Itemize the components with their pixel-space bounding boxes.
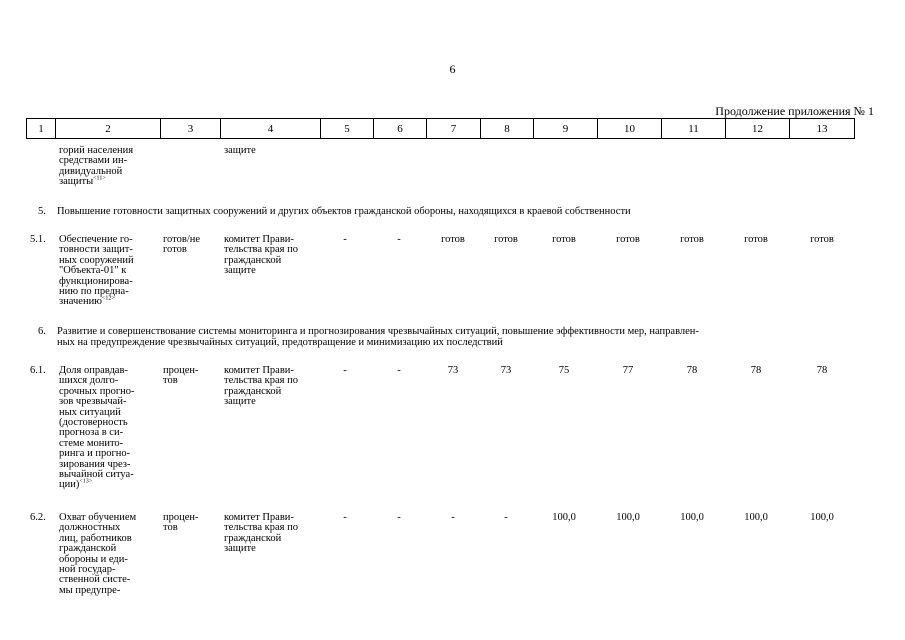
- indicator-name-text: Доля оправдав- шихся долго- срочных прогно- зов чрезвычай- ных ситуаций (достоверность прогноза в си- стеме монито- ринга и прогно- зирования чрез- вычайной ситуа- ции): [59, 365, 135, 491]
- row-number: 6.1.: [30, 365, 46, 376]
- value-cell: готов: [616, 234, 640, 245]
- value-cell: -: [343, 512, 347, 523]
- page-number: 6: [449, 62, 456, 76]
- value-cell: 100,0: [552, 512, 576, 523]
- row-number: 6.2.: [30, 512, 46, 523]
- row-number: 5.1.: [30, 234, 46, 245]
- value-cell: -: [451, 512, 455, 523]
- header-cell: 5: [321, 119, 374, 139]
- carryover-name: [59, 146, 133, 188]
- unit-cell: процен- тов: [163, 512, 199, 534]
- value-cell: -: [343, 365, 347, 376]
- header-cell: 4: [221, 119, 321, 139]
- footnote-ref: <12>: [102, 295, 115, 302]
- unit-cell: процен- тов: [163, 365, 199, 387]
- header-cell: 8: [481, 119, 534, 139]
- indicator-name-text: Охват обучением должностных лиц, работников гражданской обороны и еди- ной государ- ственной систе- мы предупре-: [59, 512, 137, 596]
- value-cell: -: [397, 512, 401, 523]
- carryover-executor: защите: [224, 145, 256, 156]
- header-cell: 3: [161, 119, 221, 139]
- header-cell: 6: [374, 119, 427, 139]
- continuation-label: Продолжение приложения № 1: [715, 104, 874, 118]
- value-cell: 73: [447, 365, 459, 376]
- executor-cell: комитет Прави- тельства края по гражданской защите: [224, 512, 298, 555]
- carryover-name-text: горий населения средствами ин- дивидуальной защиты: [59, 145, 134, 188]
- value-cell: готов: [552, 234, 576, 245]
- header-cell: 13: [790, 119, 855, 139]
- indicator-name: [59, 235, 134, 308]
- value-cell: -: [397, 365, 401, 376]
- header-cell: 9: [534, 119, 598, 139]
- value-cell: 100,0: [744, 512, 768, 523]
- header-cell: 11: [662, 119, 726, 139]
- footnote-ref: <13>: [79, 478, 93, 485]
- footnote-ref: <11>: [93, 175, 106, 182]
- section-number: 6.: [38, 326, 46, 337]
- executor-cell: комитет Прави- тельства края по гражданской защите: [224, 234, 298, 277]
- value-cell: 77: [622, 365, 634, 376]
- value-cell: 75: [558, 365, 570, 376]
- indicator-name: [59, 366, 135, 491]
- header-cell: 2: [56, 119, 161, 139]
- value-cell: готов: [494, 234, 518, 245]
- value-cell: -: [504, 512, 508, 523]
- value-cell: 100,0: [810, 512, 834, 523]
- section-title: Повышение готовности защитных сооружений и других объектов гражданской обороны, находящихся в краевой собственности: [57, 206, 631, 217]
- executor-cell: комитет Прави- тельства края по гражданской защите: [224, 365, 298, 408]
- header-cell: 10: [598, 119, 662, 139]
- unit-cell: готов/не готов: [163, 234, 201, 256]
- header-cell: 1: [27, 119, 56, 139]
- section-title: [57, 326, 699, 348]
- header-row: [27, 119, 855, 139]
- section-title-line: Развитие и совершенствование системы мониторинга и прогнозирования чрезвычайных ситуаций, повышение эффективности мер, направлен-: [57, 326, 699, 337]
- value-cell: 78: [686, 365, 698, 376]
- value-cell: готов: [441, 234, 465, 245]
- value-cell: готов: [680, 234, 704, 245]
- value-cell: -: [397, 234, 401, 245]
- value-cell: 100,0: [616, 512, 640, 523]
- indicator-name: [59, 513, 136, 596]
- value-cell: -: [343, 234, 347, 245]
- header-cell: 12: [726, 119, 790, 139]
- value-cell: 78: [750, 365, 762, 376]
- column-header-table: [26, 118, 855, 139]
- value-cell: готов: [810, 234, 834, 245]
- indicator-name-text: Обеспечение го- товности защит- ных сооружений "Объекта-01" к функционирова- нию по предна- значению: [59, 234, 134, 308]
- section-number: 5.: [38, 206, 46, 217]
- value-cell: 78: [816, 365, 828, 376]
- value-cell: 100,0: [680, 512, 704, 523]
- section-title-line: ных на предупреждение чрезвычайных ситуаций, предотвращение и минимизацию их последствий: [57, 337, 503, 348]
- value-cell: 73: [500, 365, 512, 376]
- header-cell: 7: [427, 119, 481, 139]
- value-cell: готов: [744, 234, 768, 245]
